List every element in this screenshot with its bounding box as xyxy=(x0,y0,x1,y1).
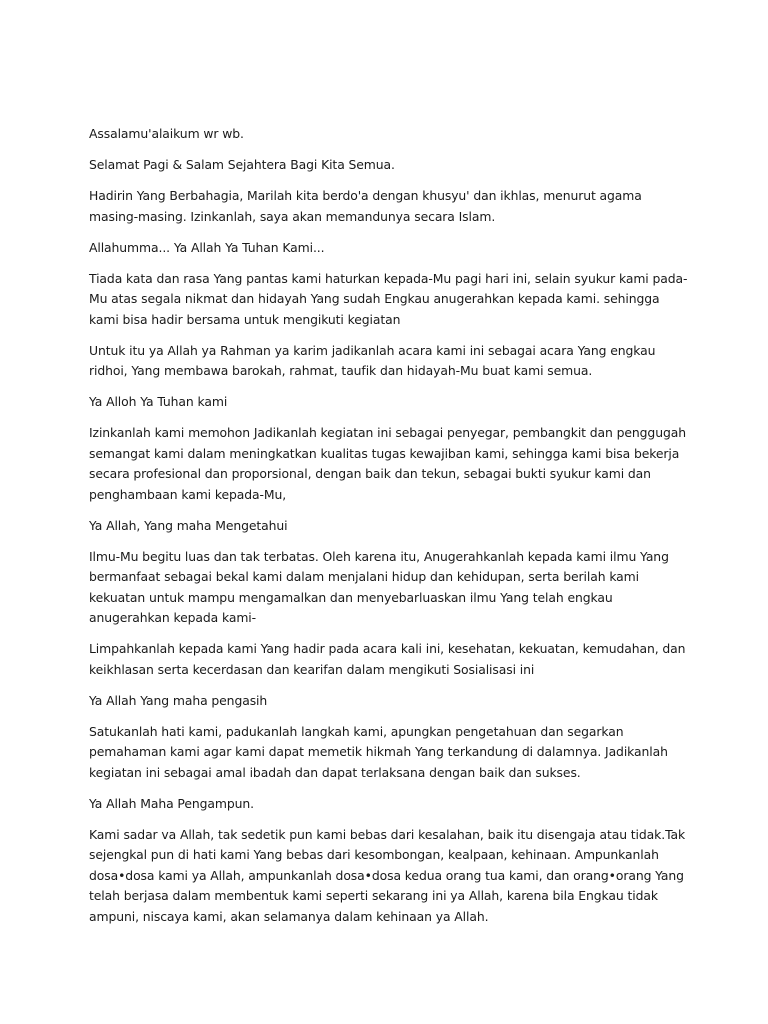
prayer-opening: Allahumma... Ya Allah Ya Tuhan Kami... xyxy=(89,239,325,255)
health-paragraph: Limpahkanlah kepada kami Yang hadir pada acara kali ini, kesehatan, kekuatan, kemudahan, dan keikhlasan serta kecerdasan dan kearifan dalam mengikuti Sosialisasi ini xyxy=(89,641,686,677)
invocation-heading: Ya Alloh Ya Tuhan kami xyxy=(89,394,228,409)
invocation-heading: Ya Allah Maha Pengampun. xyxy=(89,795,254,811)
invocation-heading: Ya Allah Yang maha pengasih xyxy=(89,692,268,708)
greeting-morning: Selamat Pagi & Salam Sejahtera Bagi Kita Semua. xyxy=(89,157,395,172)
motivation-paragraph: Izinkanlah kami memohon Jadikanlah kegiatan ini sebagai penyegar, pembangkit dan penggugah semangat kami dalam meningkatkan kualitas tugas kewajiban kami, sehingga kami bisa bekerja secara profesional dan proporsional, dengan baik dan tekun, sebagai bukti syukur kami dan penghambaan kami kepada-Mu, xyxy=(89,425,686,502)
gratitude-paragraph: Tiada kata dan rasa Yang pantas kami haturkan kepada-Mu pagi hari ini, selain syukur kami pada-Mu atas segala nikmat dan hidayah Yang sudah Engkau anugerahkan kepada kami. sehingga kami bisa hadir bersama untuk mengikuti kegiatan xyxy=(89,270,688,327)
forgiveness-paragraph: Kami sadar va Allah, tak sedetik pun kami bebas dari kesalahan, baik itu disengaja atau tidak.Tak sejengkal pun di hati kami Yang bebas dari kesombongan, kealpaan, kehinaan. Ampunkanlah dosa•dosa kami ya Allah, ampunkanlah dosa•dosa kedua orang tua kami, dan orang•orang Yang telah berjasa dalam membentuk kami seperti sekarang ini ya Allah, karena bila Engkau tidak ampuni, niscaya kami, akan selamanya dalam kehinaan ya Allah. xyxy=(89,826,686,924)
invitation-paragraph: Hadirin Yang Berbahagia, Marilah kita berdo'a dengan khusyu' dan ikhlas, menurut agama masing-masing. Izinkanlah, saya akan memandunya secara Islam. xyxy=(89,188,642,224)
unity-paragraph: Satukanlah hati kami, padukanlah langkah kami, apungkan pengetahuan dan segarkan pemahaman kami agar kami dapat memetik hikmah Yang terkandung di dalamnya. Jadikanlah kegiatan ini sebagai amal ibadah dan dapat terlaksana dengan baik dan sukses. xyxy=(89,723,668,780)
knowledge-paragraph: Ilmu-Mu begitu luas dan tak terbatas. Oleh karena itu, Anugerahkanlah kepada kami ilmu Yang bermanfaat sebagai bekal kami dalam menjalani hidup dan kehidupan, serta berilah kami kekuatan untuk mampu mengamalkan dan menyebarluaskan ilmu Yang telah engkau anugerahkan kepada kami- xyxy=(89,548,669,625)
greeting-salam: Assalamu'alaikum wr wb. xyxy=(89,126,244,141)
document-body xyxy=(89,124,689,938)
invocation-heading: Ya Allah, Yang maha Mengetahui xyxy=(89,517,288,533)
blessing-paragraph: Untuk itu ya Allah ya Rahman ya karim jadikanlah acara kami ini sebagai acara Yang engkau ridhoi, Yang membawa barokah, rahmat, taufik dan hidayah-Mu buat kami semua. xyxy=(89,342,656,378)
